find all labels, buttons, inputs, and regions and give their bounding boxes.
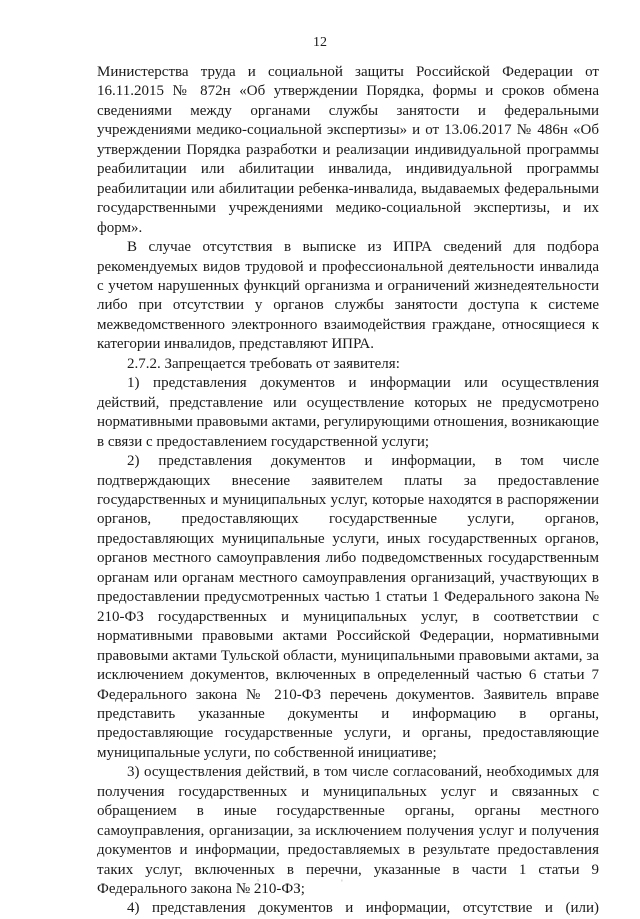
paragraph: 4) представления документов и информации, отсутствие и (или): [127, 900, 599, 917]
paragraph: Министерства труда и социальной защиты Российской Федерации от 16.11.2015 № 872н «Об утверждении Порядка, формы и сроков обмена сведениями между органами службы занятости и федеральными учреждениями медико-социальной экспертизы» и от 13.06.2017 № 486н «Об утверждении Порядка разработки и реализации индивидуальной программы реабилитации или абилитации инвалида, индивидуальной программы реабилитации или абилитации ребенка-инвалида, выдаваемых федеральными государственными учреждениями медико-социальной экспертизы, и их форм».: [97, 64, 599, 236]
document-body: [97, 63, 599, 919]
page-number: 12: [313, 35, 327, 50]
paragraph: 2.7.2. Запрещается требовать от заявителя:: [127, 355, 400, 372]
paragraph: 3) осуществления действий, в том числе согласований, необходимых для получения государственных и муниципальных услуг и связанных с обращением в иные государственные органы, органы местного самоуправления, организации, за исключением получения услуг и получения документов и информации, предоставляемых в результате предоставления таких услуг, включенных в перечни, указанные в части 1 статьи 9 Федерального закона № 210-ФЗ;: [97, 764, 599, 898]
scan-marks: ' ': [257, 878, 383, 888]
paragraph: В случае отсутствия в выписке из ИПРА сведений для подбора рекомендуемых видов трудовой и профессиональной деятельности инвалида с учетом нарушенных функций организма и ограничений жизнедеятельности либо при отсутствии у органов службы занятости доступа к системе межведомственного электронного взаимодействия граждане, относящиеся к категории инвалидов, представляют ИПРА.: [97, 239, 599, 353]
paragraph: 1) представления документов и информации или осуществления действий, представление или осуществление которых не предусмотрено нормативными правовыми актами, регулирующими отношения, возникающие в связи с предоставлением государственной услуги;: [97, 375, 599, 450]
paragraph: 2) представления документов и информации, в том числе подтверждающих внесение заявителем платы за предоставление государственных и муниципальных услуг, которые находятся в распоряжении органов, предоставляющих государственные услуги, органов, предоставляющих муниципальные услуги, иных государственных органов, органов местного самоуправления либо подведомственных государственным органам или органам местного самоуправления организаций, участвующих в предоставлении предусмотренных частью 1 статьи 1 Федерального закона № 210-ФЗ государственных и муниципальных услуг, в соответствии с нормативными правовыми актами Российской Федерации, нормативными правовыми актами Тульской области, муниципальными правовыми актами, за исключением документов, включенных в определенный частью 6 статьи 7 Федерального закона № 210-ФЗ перечень документов. Заявитель вправе представить указанные документы и информацию в органы, предоставляющие государственные услуги, и органы, предоставляющие муниципальные услуги, по собственной инициативе;: [97, 453, 599, 761]
